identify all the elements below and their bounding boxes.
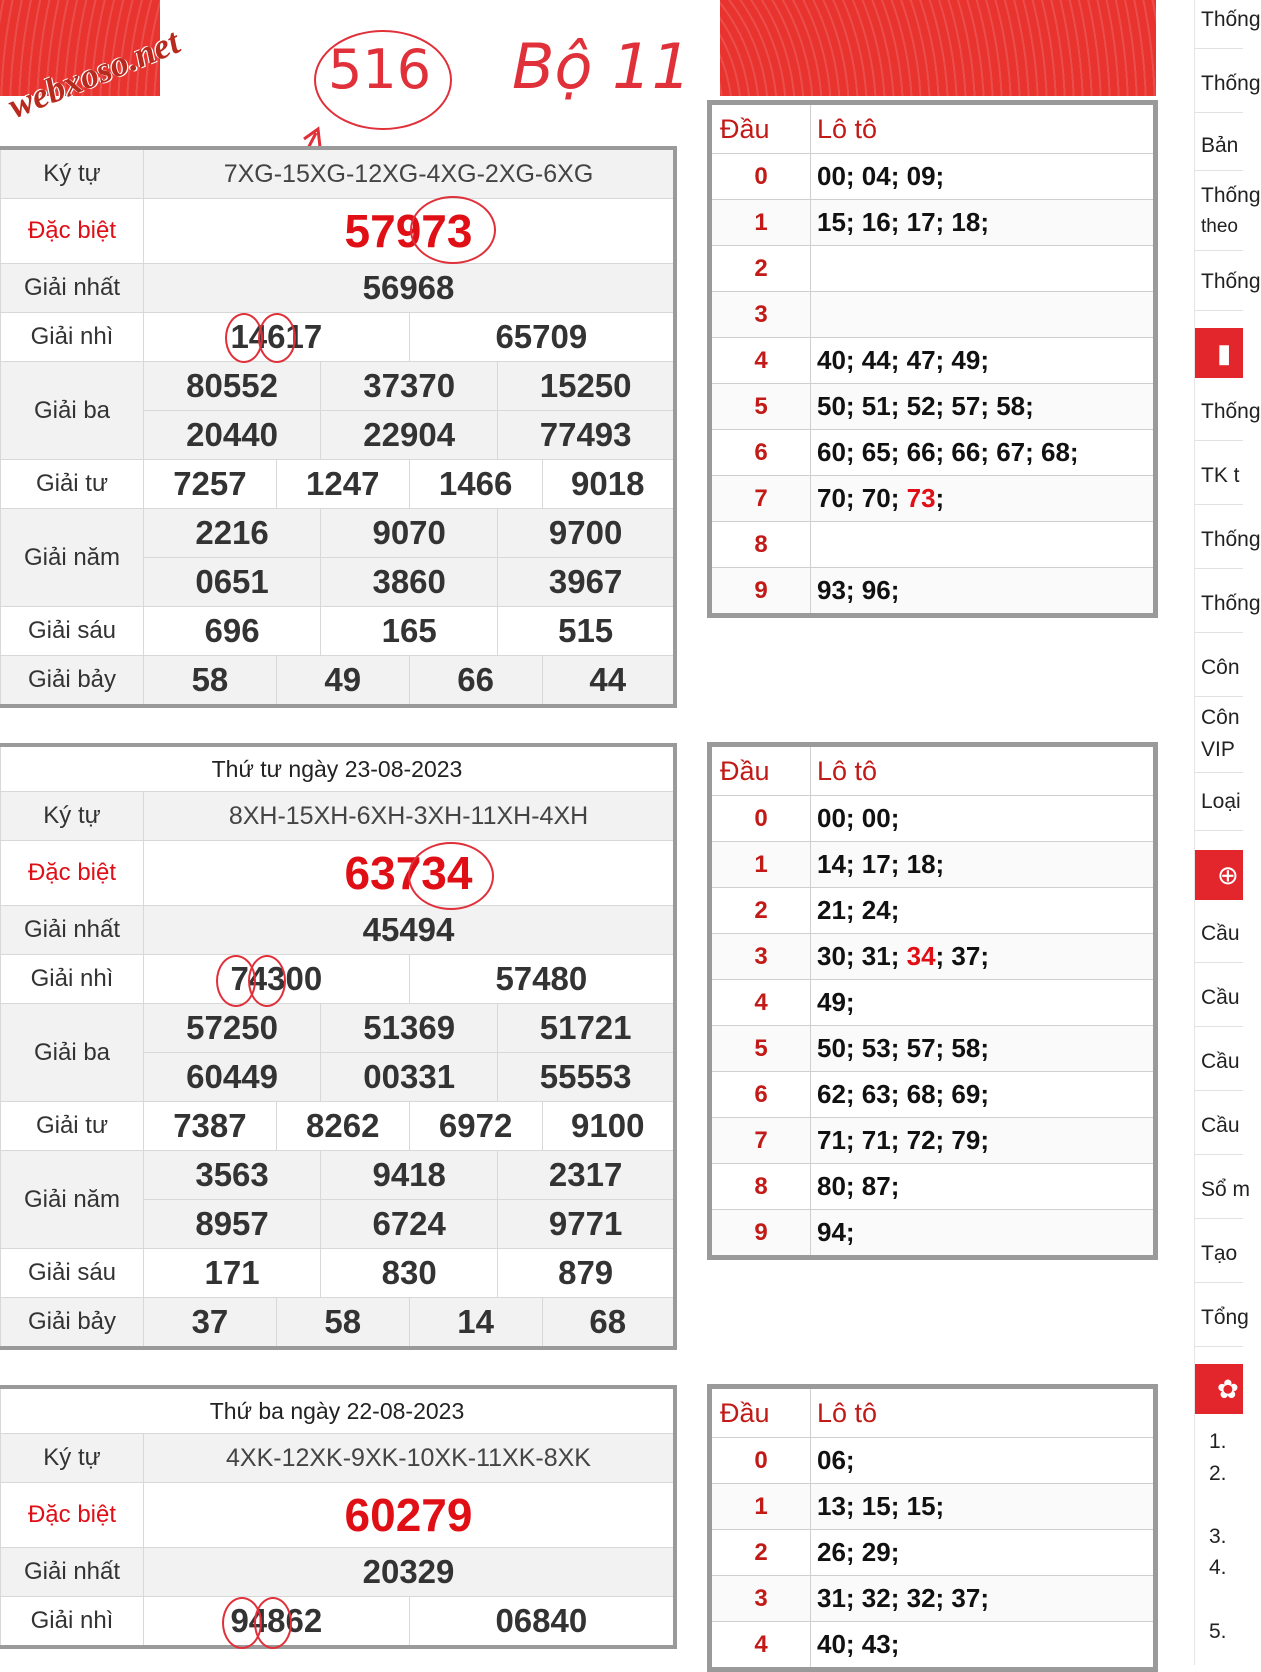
right-sidebar xyxy=(1194,0,1261,1665)
annotation-circle xyxy=(254,1597,292,1649)
sixth-prize: 165 xyxy=(321,607,498,656)
loto-head-digit: 7 xyxy=(710,1118,811,1164)
label-giai-nhat: Giải nhất xyxy=(1,1548,144,1597)
loto-special-highlight: 34 xyxy=(906,941,936,971)
loto-values: 80; 87; xyxy=(811,1164,1156,1210)
label-giai-sau: Giải sáu xyxy=(1,607,144,656)
fourth-prize: 1247 xyxy=(276,460,409,509)
loto-values: 06; xyxy=(811,1438,1156,1484)
loto-table-2 xyxy=(707,742,1158,1260)
third-prize: 60449 xyxy=(144,1053,321,1102)
seventh-prize: 66 xyxy=(409,656,542,707)
fifth-prize: 9070 xyxy=(321,509,498,558)
fifth-prize: 0651 xyxy=(144,558,321,607)
sidebar-section-header xyxy=(1195,328,1243,378)
loto-head-digit: 3 xyxy=(710,292,811,338)
second-prize: 74300 xyxy=(144,955,410,1004)
loto-head-digit: 2 xyxy=(710,1530,811,1576)
loto-head-digit: 1 xyxy=(710,1484,811,1530)
users-icon: ✿ xyxy=(1217,1374,1239,1404)
label-giai-nhi: Giải nhì xyxy=(1,1597,144,1648)
loto-head-digit: 3 xyxy=(710,1576,811,1622)
sixth-prize: 879 xyxy=(498,1249,675,1298)
loto-head-digit: 1 xyxy=(710,200,811,246)
note-circle xyxy=(314,30,452,130)
loto-values: 40; 43; xyxy=(811,1622,1156,1670)
second-prize: 94862 xyxy=(144,1597,410,1648)
label-dac-biet: Đặc biệt xyxy=(1,199,144,264)
handwritten-note: Bộ 11 xyxy=(512,30,692,103)
fourth-prize: 7257 xyxy=(144,460,277,509)
seventh-prize: 58 xyxy=(276,1298,409,1349)
seventh-prize: 49 xyxy=(276,656,409,707)
sidebar-link[interactable]: TK t xyxy=(1201,464,1240,487)
loto-head-dau: Đầu xyxy=(710,103,811,154)
label-dac-biet: Đặc biệt xyxy=(1,841,144,906)
loto-head-digit: 4 xyxy=(710,1622,811,1670)
annotation-circle xyxy=(258,313,296,363)
fifth-prize: 3967 xyxy=(498,558,675,607)
loto-head-digit: 8 xyxy=(710,522,811,568)
sixth-prize: 696 xyxy=(144,607,321,656)
loto-values: 00; 04; 09; xyxy=(811,154,1156,200)
loto-head-digit: 6 xyxy=(710,430,811,476)
search-plus-icon: ⊕ xyxy=(1217,860,1239,890)
sidebar-section-header xyxy=(1195,850,1243,900)
third-prize: 20440 xyxy=(144,411,321,460)
loto-head-digit: 9 xyxy=(710,568,811,616)
fourth-prize: 9018 xyxy=(542,460,675,509)
third-prize: 80552 xyxy=(144,362,321,411)
label-giai-bay: Giải bảy xyxy=(1,1298,144,1349)
sidebar-link[interactable]: Thống xyxy=(1201,400,1261,423)
label-giai-nam: Giải năm xyxy=(1,509,144,607)
result-table-1 xyxy=(0,146,677,708)
result-table-3 xyxy=(0,1385,677,1649)
second-prize: 14617 xyxy=(144,313,410,362)
loto-head-digit: 8 xyxy=(710,1164,811,1210)
loto-values: 21; 24; xyxy=(811,888,1156,934)
loto-head-digit: 0 xyxy=(710,796,811,842)
loto-table-1 xyxy=(707,100,1158,618)
bar-chart-icon: ▮ xyxy=(1217,338,1232,368)
fourth-prize: 8262 xyxy=(276,1102,409,1151)
sidebar-link[interactable]: Thống xyxy=(1201,8,1261,31)
sidebar-link[interactable]: Thống xyxy=(1201,184,1261,207)
sixth-prize: 171 xyxy=(144,1249,321,1298)
sidebar-link[interactable]: Sổ m xyxy=(1201,1178,1251,1201)
label-giai-ba: Giải ba xyxy=(1,362,144,460)
label-giai-tu: Giải tư xyxy=(1,460,144,509)
label-giai-tu: Giải tư xyxy=(1,1102,144,1151)
site-logo[interactable]: webxoso.net xyxy=(2,21,186,127)
sidebar-link[interactable]: Thống xyxy=(1201,592,1261,615)
sidebar-link[interactable]: Cầu xyxy=(1201,1050,1240,1073)
loto-values: 26; 29; xyxy=(811,1530,1156,1576)
second-prize: 65709 xyxy=(409,313,675,362)
second-prize: 57480 xyxy=(409,955,675,1004)
fifth-prize: 9771 xyxy=(498,1200,675,1249)
sidebar-link[interactable]: Cầu xyxy=(1201,922,1240,945)
label-giai-nam: Giải năm xyxy=(1,1151,144,1249)
loto-head-loto: Lô tô xyxy=(811,103,1156,154)
sidebar-link[interactable]: Thống xyxy=(1201,528,1261,551)
label-giai-ba: Giải ba xyxy=(1,1004,144,1102)
sidebar-link[interactable]: Loại xyxy=(1201,790,1241,813)
seventh-prize: 58 xyxy=(144,656,277,707)
loto-values: 13; 15; 15; xyxy=(811,1484,1156,1530)
fifth-prize: 9700 xyxy=(498,509,675,558)
loto-values: 50; 51; 52; 57; 58; xyxy=(811,384,1156,430)
fifth-prize: 3860 xyxy=(321,558,498,607)
seventh-prize: 44 xyxy=(542,656,675,707)
label-giai-nhat: Giải nhất xyxy=(1,264,144,313)
third-prize: 57250 xyxy=(144,1004,321,1053)
loto-values xyxy=(811,292,1156,338)
special-prize: 57973 xyxy=(144,199,676,264)
fifth-prize: 2317 xyxy=(498,1151,675,1200)
draw-date: Thứ tư ngày 23-08-2023 xyxy=(1,745,676,792)
fourth-prize: 1466 xyxy=(409,460,542,509)
loto-special-highlight: 73 xyxy=(906,483,936,513)
sidebar-numbered-item: 3. xyxy=(1209,1525,1227,1548)
special-prize: 60279 xyxy=(144,1483,676,1548)
fourth-prize: 7387 xyxy=(144,1102,277,1151)
loto-head-digit: 0 xyxy=(710,154,811,200)
second-prize: 06840 xyxy=(409,1597,675,1648)
sidebar-link[interactable]: theo xyxy=(1201,216,1238,237)
loto-head-loto: Lô tô xyxy=(811,1387,1156,1438)
fifth-prize: 9418 xyxy=(321,1151,498,1200)
loto-values: 71; 71; 72; 79; xyxy=(811,1118,1156,1164)
label-giai-nhat: Giải nhất xyxy=(1,906,144,955)
sixth-prize: 830 xyxy=(321,1249,498,1298)
label-giai-bay: Giải bảy xyxy=(1,656,144,707)
sidebar-section-header xyxy=(1195,1364,1243,1414)
fourth-prize: 6972 xyxy=(409,1102,542,1151)
loto-values: 40; 44; 47; 49; xyxy=(811,338,1156,384)
seventh-prize: 37 xyxy=(144,1298,277,1349)
handwritten-number: 516 xyxy=(328,38,432,101)
label-ky-tu: Ký tự xyxy=(1,1434,144,1483)
annotation-circle xyxy=(410,196,496,264)
loto-head-dau: Đầu xyxy=(710,1387,811,1438)
label-ky-tu: Ký tự xyxy=(1,792,144,841)
loto-table-3 xyxy=(707,1384,1158,1672)
loto-head-digit: 5 xyxy=(710,1026,811,1072)
sidebar-link[interactable]: Côn xyxy=(1201,706,1240,729)
fifth-prize: 8957 xyxy=(144,1200,321,1249)
sidebar-link[interactable]: Tạo xyxy=(1201,1242,1238,1265)
sidebar-numbered-item: 5. xyxy=(1209,1620,1227,1643)
loto-values: 00; 00; xyxy=(811,796,1156,842)
loto-values: 31; 32; 32; 37; xyxy=(811,1576,1156,1622)
sidebar-link[interactable]: Cầu xyxy=(1201,1114,1240,1137)
loto-values: 49; xyxy=(811,980,1156,1026)
first-prize: 45494 xyxy=(144,906,676,955)
loto-head-loto: Lô tô xyxy=(811,745,1156,796)
sidebar-link[interactable]: Thống xyxy=(1201,72,1261,95)
loto-values xyxy=(811,522,1156,568)
sidebar-link[interactable]: Thống xyxy=(1201,270,1261,293)
loto-values: 94; xyxy=(811,1210,1156,1258)
loto-head-digit: 6 xyxy=(710,1072,811,1118)
loto-values: 60; 65; 66; 66; 67; 68; xyxy=(811,430,1156,476)
sidebar-numbered-item: 4. xyxy=(1209,1556,1227,1579)
loto-text: ; xyxy=(935,483,945,513)
loto-text: 30; 31; xyxy=(817,941,907,971)
first-prize: 20329 xyxy=(144,1548,676,1597)
ky-tu-value: 8XH-15XH-6XH-3XH-11XH-4XH xyxy=(144,792,676,841)
fifth-prize: 2216 xyxy=(144,509,321,558)
third-prize: 22904 xyxy=(321,411,498,460)
loto-head-digit: 4 xyxy=(710,338,811,384)
loto-values xyxy=(811,476,1156,522)
loto-head-digit: 2 xyxy=(710,246,811,292)
annotation-circle xyxy=(408,842,494,910)
third-prize: 51721 xyxy=(498,1004,675,1053)
loto-values: 50; 53; 57; 58; xyxy=(811,1026,1156,1072)
label-giai-nhi: Giải nhì xyxy=(1,313,144,362)
loto-head-dau: Đầu xyxy=(710,745,811,796)
label-giai-nhi: Giải nhì xyxy=(1,955,144,1004)
loto-head-digit: 9 xyxy=(710,1210,811,1258)
loto-head-digit: 4 xyxy=(710,980,811,1026)
loto-values: 93; 96; xyxy=(811,568,1156,616)
third-prize: 51369 xyxy=(321,1004,498,1053)
seventh-prize: 14 xyxy=(409,1298,542,1349)
loto-head-digit: 7 xyxy=(710,476,811,522)
loto-head-digit: 2 xyxy=(710,888,811,934)
third-prize: 15250 xyxy=(498,362,675,411)
fifth-prize: 3563 xyxy=(144,1151,321,1200)
draw-date: Thứ ba ngày 22-08-2023 xyxy=(1,1387,676,1434)
result-table-2 xyxy=(0,743,677,1350)
special-prize: 63734 xyxy=(144,841,676,906)
fifth-prize: 6724 xyxy=(321,1200,498,1249)
label-dac-biet: Đặc biệt xyxy=(1,1483,144,1548)
loto-text: ; 37; xyxy=(935,941,989,971)
first-prize: 56968 xyxy=(144,264,676,313)
label-giai-sau: Giải sáu xyxy=(1,1249,144,1298)
third-prize: 37370 xyxy=(321,362,498,411)
sidebar-link[interactable]: Tổng xyxy=(1201,1306,1249,1329)
loto-head-digit: 0 xyxy=(710,1438,811,1484)
sidebar-numbered-item: 2. xyxy=(1209,1462,1227,1485)
loto-values: 14; 17; 18; xyxy=(811,842,1156,888)
label-ky-tu: Ký tự xyxy=(1,148,144,199)
loto-head-digit: 3 xyxy=(710,934,811,980)
annotation-circle xyxy=(248,955,286,1007)
loto-text: 70; 70; xyxy=(817,483,907,513)
sixth-prize: 515 xyxy=(498,607,675,656)
sidebar-link[interactable]: Bản xyxy=(1201,134,1239,157)
sidebar-link[interactable]: Côn xyxy=(1201,656,1240,679)
sidebar-link[interactable]: Cầu xyxy=(1201,986,1240,1009)
loto-values xyxy=(811,246,1156,292)
loto-values xyxy=(811,934,1156,980)
third-prize: 55553 xyxy=(498,1053,675,1102)
sidebar-numbered-item: 1. xyxy=(1209,1430,1227,1453)
loto-values: 15; 16; 17; 18; xyxy=(811,200,1156,246)
ky-tu-value: 7XG-15XG-12XG-4XG-2XG-6XG xyxy=(144,148,676,199)
third-prize: 77493 xyxy=(498,411,675,460)
loto-head-digit: 1 xyxy=(710,842,811,888)
seventh-prize: 68 xyxy=(542,1298,675,1349)
third-prize: 00331 xyxy=(321,1053,498,1102)
loto-values: 62; 63; 68; 69; xyxy=(811,1072,1156,1118)
sidebar-link[interactable]: VIP xyxy=(1201,738,1235,761)
fourth-prize: 9100 xyxy=(542,1102,675,1151)
loto-head-digit: 5 xyxy=(710,384,811,430)
ky-tu-value: 4XK-12XK-9XK-10XK-11XK-8XK xyxy=(144,1434,676,1483)
